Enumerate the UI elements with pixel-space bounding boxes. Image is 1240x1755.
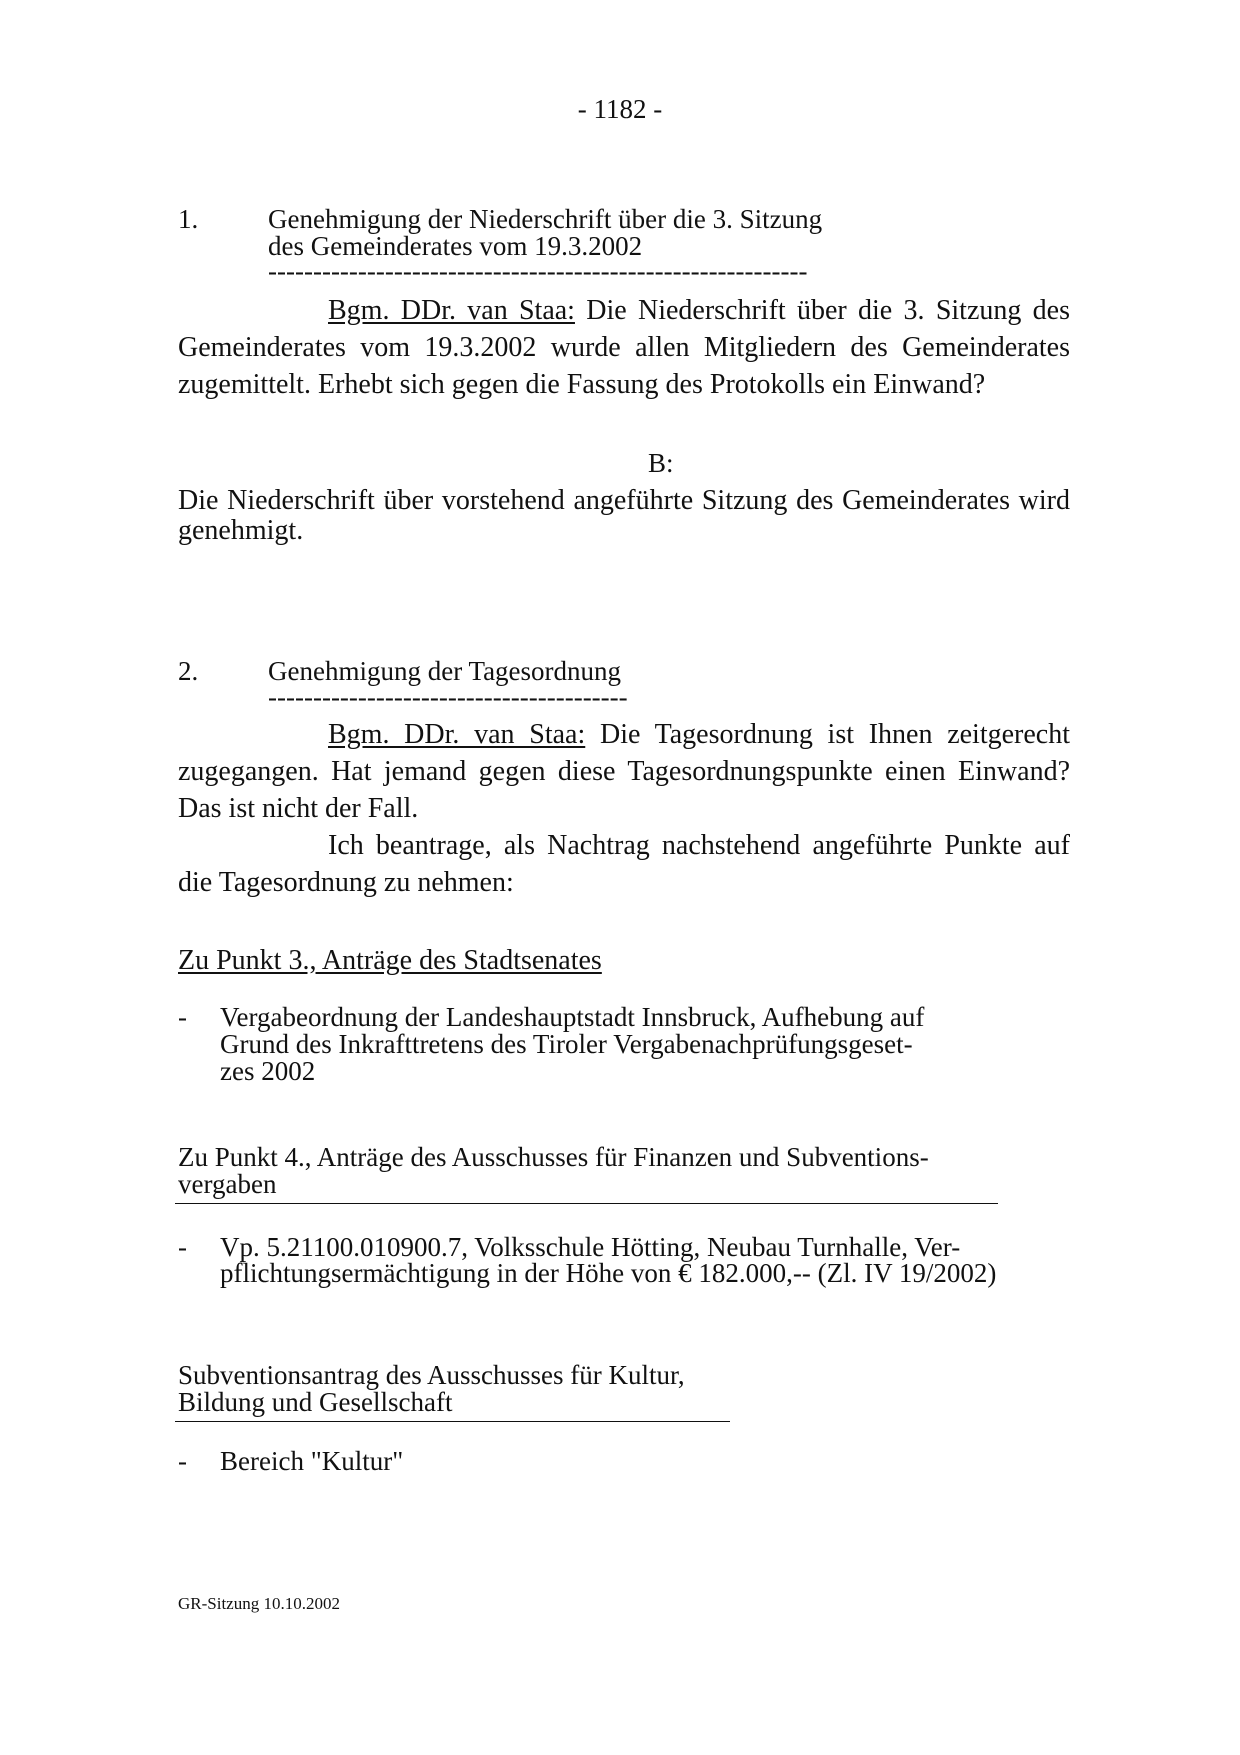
item2-speech-2: Ich beantrage, als Nachtrag nachstehend angeführte Punkte auf die Tagesordnung zu nehmen:: [178, 830, 1070, 898]
point4-line2: pflichtungsermächtigung in der Höhe von € 182.000,-- (Zl. IV 19/2002): [220, 1258, 997, 1288]
point4-bullet: -: [178, 1232, 187, 1262]
subvention-item: Bereich "Kultur": [220, 1446, 404, 1476]
item2-dash-line: ----------------------------------------: [268, 684, 628, 711]
point3-line3: zes 2002: [220, 1056, 316, 1086]
subvention-bullet: -: [178, 1446, 187, 1476]
footer: GR-Sitzung 10.10.2002: [178, 1594, 340, 1613]
point4-heading-line2: vergaben: [178, 1169, 277, 1199]
item2-speaker: Bgm. DDr. van Staa:: [328, 719, 586, 750]
subvention-heading-line2: Bildung und Gesellschaft: [178, 1387, 453, 1417]
point3-line2: Grund des Inkrafttretens des Tiroler Vergabenachprüfungsgeset-: [220, 1029, 913, 1059]
point4-heading-underline: [175, 1203, 998, 1204]
point4-line1: Vp. 5.21100.010900.7, Volksschule Hötting, Neubau Turnhalle, Ver-: [220, 1232, 961, 1262]
item1-number: 1.: [178, 204, 199, 234]
subvention-heading-underline: [175, 1421, 730, 1422]
subvention-heading-line1: Subventionsantrag des Ausschusses für Kultur,: [178, 1360, 685, 1390]
point4-heading-line1: Zu Punkt 4., Anträge des Ausschusses für Finanzen und Subventions-: [178, 1142, 929, 1172]
item2-speech: [178, 716, 1070, 901]
item1-resolution-label: B:: [648, 448, 674, 478]
item1-resolution-text: Die Niederschrift über vorstehend angeführte Sitzung des Gemeinderates wird genehmigt.: [178, 485, 1070, 546]
item1-title-line1: Genehmigung der Niederschrift über die 3. Sitzung: [268, 204, 823, 234]
page-number: - 1182 -: [577, 94, 663, 124]
item1-title-line2: des Gemeinderates vom 19.3.2002: [268, 231, 643, 261]
item1-speech-text: Die Niederschrift über die 3. Sitzung des Gemeinderates vom 19.3.2002 wurde allen Mitgliedern des Gemeinderates zugemittelt. Erhebt sich gegen die Fassung des Protokolls ein Einwand?: [178, 295, 1070, 400]
item1-dash-line: ------------------------------------------------------------: [268, 258, 808, 285]
point3-heading: Zu Punkt 3., Anträge des Stadtsenates: [178, 945, 602, 976]
item2-speech-text: Die Tagesordnung ist Ihnen zeitgerecht zugegangen. Hat jemand gegen diese Tagesordnungspunkte einen Einwand? Das ist nicht der Fall.: [178, 719, 1070, 824]
item2-number: 2.: [178, 656, 199, 686]
item1-speaker: Bgm. DDr. van Staa:: [328, 295, 575, 326]
point3-line1: Vergabeordnung der Landeshauptstadt Innsbruck, Aufhebung auf: [220, 1002, 925, 1032]
point3-bullet: -: [178, 1002, 187, 1032]
item1-speech: [178, 292, 1070, 403]
item2-title: Genehmigung der Tagesordnung: [268, 656, 622, 686]
